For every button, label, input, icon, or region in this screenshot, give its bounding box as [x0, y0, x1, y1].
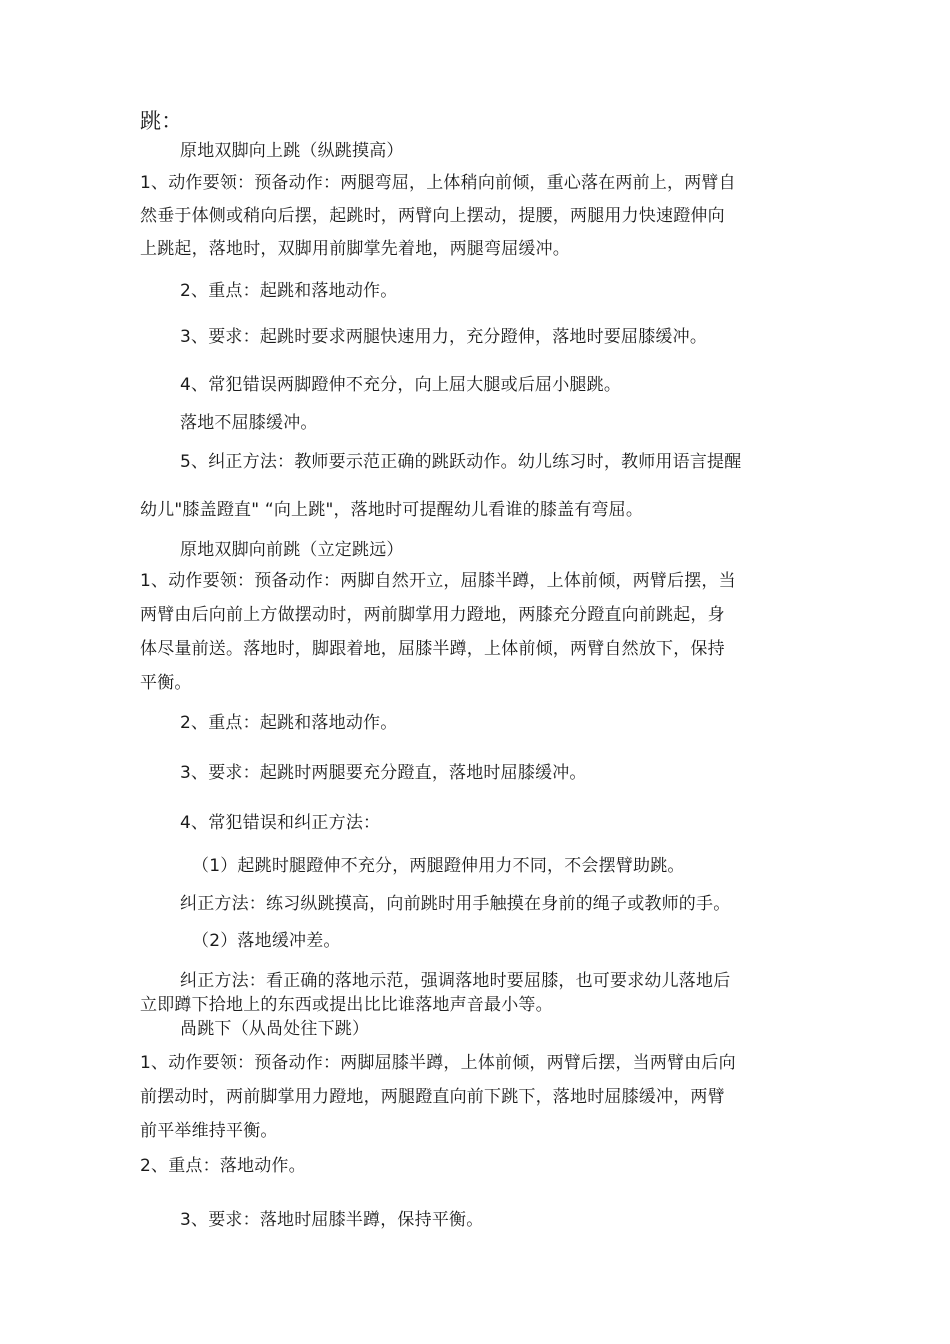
paragraph-line: 平衡。	[140, 673, 192, 693]
paragraph-line: 2、重点：起跳和落地动作。	[180, 713, 398, 733]
paragraph-line: 纠正方法：练习纵跳摸高，向前跳时用手触摸在身前的绳子或教师的手。	[180, 894, 731, 914]
paragraph-line: 4、常犯错误两脚蹬伸不充分，向上屈大腿或后屈小腿跳。	[180, 375, 622, 395]
subheading-vertical-jump: 原地双脚向上跳（纵跳摸高）	[180, 141, 404, 161]
paragraph-line: 纠正方法：看正确的落地示范，强调落地时要屈膝，也可要求幼儿落地后	[180, 971, 731, 991]
paragraph-line: 4、常犯错误和纠正方法：	[180, 813, 381, 833]
subheading-jump-down: 咼跳下（从咼处往下跳）	[180, 1019, 370, 1039]
paragraph-line: 3、要求：落地时屈膝半蹲，保持平衡。	[180, 1210, 484, 1230]
paragraph-line: 2、重点：起跳和落地动作。	[180, 281, 398, 301]
paragraph-line: 体尽量前送。落地时，脚跟着地，屈膝半蹲，上体前倾，两臂自然放下，保持	[140, 639, 725, 659]
paragraph-line: （2）落地缓冲差。	[192, 931, 341, 951]
paragraph-line: 上跳起，落地时，双脚用前脚掌先着地，两腿弯屈缓冲。	[140, 239, 570, 259]
paragraph-line: 2、重点：落地动作。	[140, 1156, 306, 1176]
paragraph-line: 前摆动时，两前脚掌用力蹬地，两腿蹬直向前下跳下，落地时屈膝缓冲，两臂	[140, 1087, 725, 1107]
paragraph-line: 5、纠正方法：教师要示范正确的跳跃动作。幼儿练习时，教师用语言提醒	[180, 452, 742, 472]
paragraph-line: 1、动作要领：预备动作：两腿弯屈，上体稍向前倾，重心落在两前上，两臂自	[140, 173, 736, 193]
paragraph-line: （1）起跳时腿蹬伸不充分，两腿蹬伸用力不同，不会摆臂助跳。	[192, 856, 685, 876]
subheading-standing-long-jump: 原地双脚向前跳（立定跳远）	[180, 540, 404, 560]
paragraph-line: 1、动作要领：预备动作：两脚屈膝半蹲，上体前倾，两臂后摆，当两臂由后向	[140, 1053, 736, 1073]
paragraph-line: 两臂由后向前上方做摆动时，两前脚掌用力蹬地，两膝充分蹬直向前跳起，身	[140, 605, 725, 625]
section-title: 跳：	[140, 109, 183, 133]
paragraph-line: 1、动作要领：预备动作：两脚自然开立，屈膝半蹲，上体前倾，两臂后摆，当	[140, 571, 736, 591]
paragraph-line: 立即蹲下拾地上的东西或提出比比谁落地声音最小等。	[140, 995, 553, 1015]
paragraph-line: 3、要求：起跳时两腿要充分蹬直，落地时屈膝缓冲。	[180, 763, 587, 783]
paragraph-line: 落地不屈膝缓冲。	[180, 413, 318, 433]
paragraph-line: 前平举维持平衡。	[140, 1121, 278, 1141]
paragraph-line: 幼儿"膝盖蹬直" “向上跳"，落地时可提醒幼儿看谁的膝盖有弯屈。	[140, 500, 644, 520]
paragraph-line: 3、要求：起跳时要求两腿快速用力，充分蹬伸，落地时要屈膝缓冲。	[180, 327, 708, 347]
paragraph-line: 然垂于体侧或稍向后摆，起跳时，两臂向上摆动，提腰，两腿用力快速蹬伸向	[140, 206, 725, 226]
